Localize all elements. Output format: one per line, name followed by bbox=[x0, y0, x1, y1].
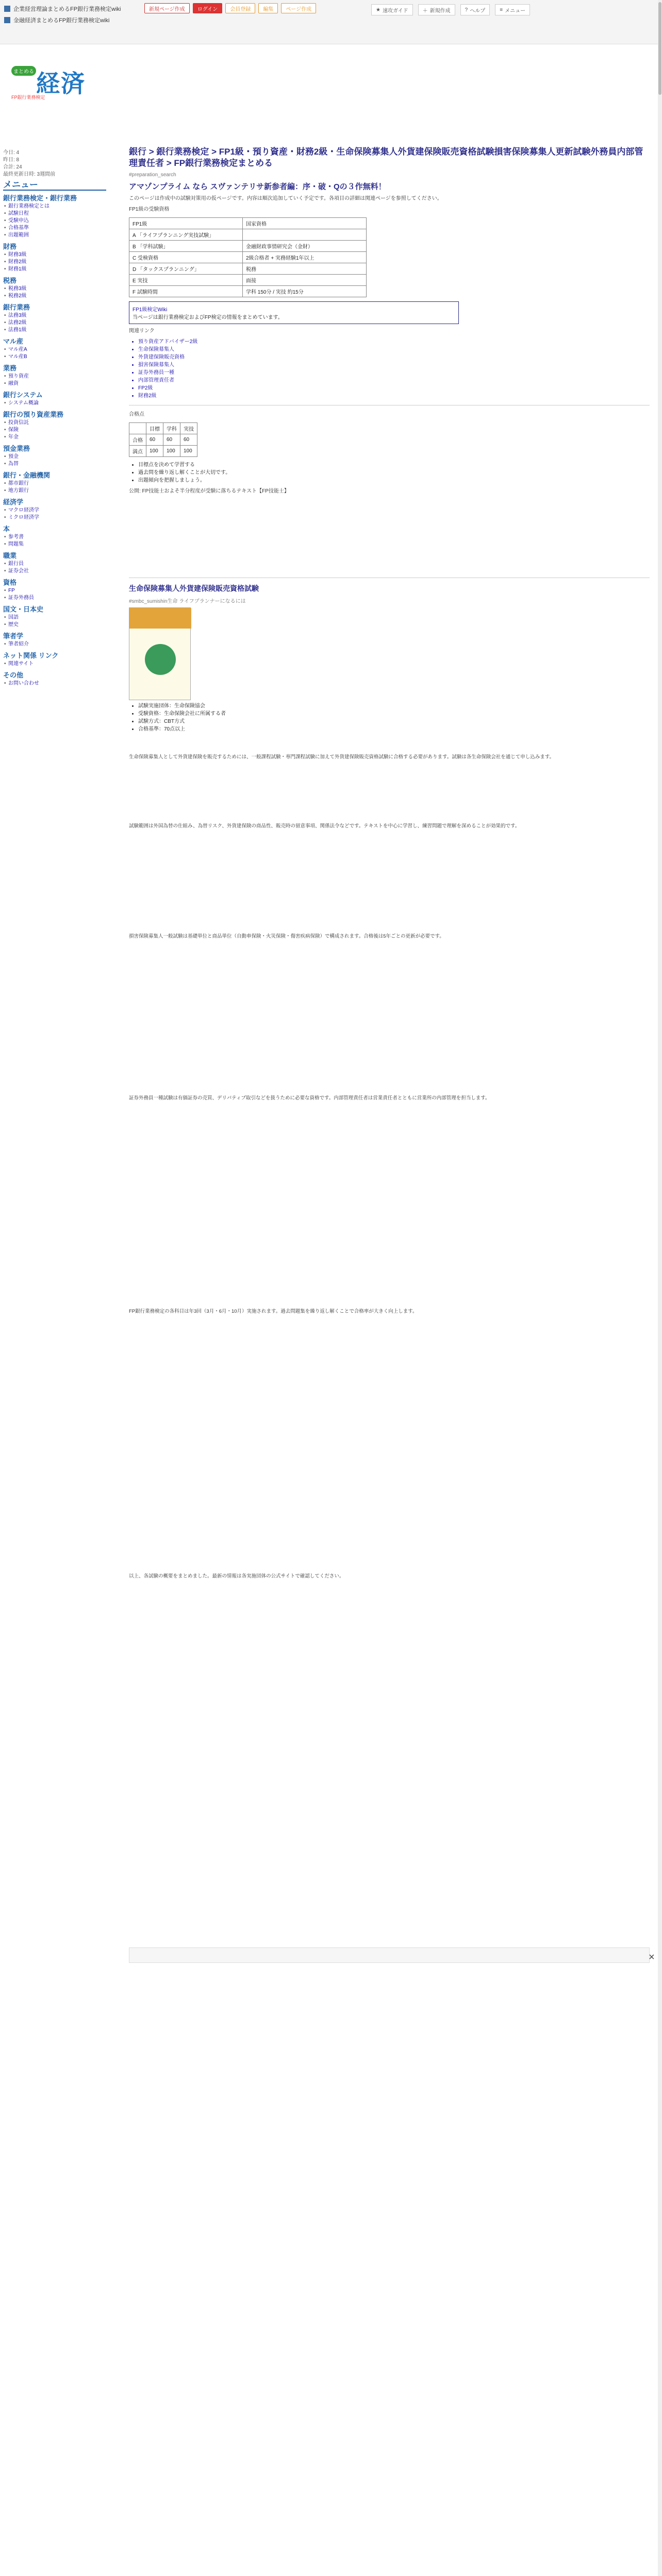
related-item[interactable]: • FP2級 bbox=[138, 384, 650, 392]
table-header-cell: 目標 bbox=[146, 423, 163, 434]
table-cell: 金融財政事情研究会（金財） bbox=[243, 241, 367, 252]
top-bar bbox=[0, 0, 662, 44]
guide-label: 速攻ガイド bbox=[382, 8, 408, 14]
related-item[interactable]: • 内部管理責任者 bbox=[138, 377, 650, 384]
body-text-1: 生命保険募集人として外貨建保険を販売するためには、一般課程試験・専門課程試験に加えて外貨建保険販売資格試験に合格する必要があります。試験は各生命保険会社を通じて申し込みます。 bbox=[129, 754, 554, 760]
plus-icon: ＋ bbox=[422, 8, 428, 14]
sidebar-item[interactable]: • システム概論 bbox=[3, 400, 106, 407]
table-cell: A 「ライフプランニング実技試験」 bbox=[129, 229, 243, 241]
sidebar-section-title[interactable]: 銀行業務検定・銀行業務 bbox=[3, 194, 77, 202]
table-cell: C 受検資格 bbox=[129, 252, 243, 263]
sidebar-item[interactable]: • 国語 bbox=[3, 614, 106, 621]
section2-tags[interactable]: #smbc_sumishin生命 ライフプランナーになるには bbox=[129, 599, 246, 604]
sidebar-item[interactable]: • 年金 bbox=[3, 434, 106, 441]
sidebar-section-title[interactable]: 職業 bbox=[3, 552, 17, 560]
sidebar-item[interactable]: • 税務3級 bbox=[3, 285, 106, 293]
table-row bbox=[129, 241, 367, 252]
sidebar-section-title[interactable]: 本 bbox=[3, 525, 10, 533]
sidebar-item[interactable]: • マル産B bbox=[3, 353, 106, 361]
sidebar-item[interactable]: • 投資信託 bbox=[3, 419, 106, 427]
help-label: ヘルプ bbox=[470, 8, 486, 14]
table-row bbox=[129, 286, 367, 297]
table-row bbox=[129, 229, 367, 241]
table-cell: 100 bbox=[146, 446, 163, 457]
sidebar-section-title[interactable]: 財務 bbox=[3, 243, 17, 250]
sidebar-section-title[interactable]: 経済学 bbox=[3, 498, 24, 506]
sidebar-section-title[interactable]: マル産 bbox=[3, 337, 24, 345]
logo-sub-text: FP銀行業務検定 bbox=[11, 95, 45, 100]
sidebar-section-title[interactable]: 銀行システム bbox=[3, 391, 43, 399]
sidebar-section-title[interactable]: ネット関係 リンク bbox=[3, 652, 59, 659]
create-page-button[interactable]: ページ作成 bbox=[281, 3, 316, 13]
menu-label: メニュー bbox=[505, 8, 526, 14]
sidebar-section-title[interactable]: 銀行の預り資産業務 bbox=[3, 411, 64, 418]
related-item[interactable]: • 損害保険募集人 bbox=[138, 361, 650, 369]
table-row bbox=[129, 446, 197, 457]
book-emblem bbox=[145, 644, 176, 675]
sidebar-item[interactable]: • 融資 bbox=[3, 380, 106, 387]
new-label: 新規作成 bbox=[429, 8, 451, 14]
menu-title: メニュー bbox=[3, 181, 106, 191]
new-link[interactable] bbox=[418, 4, 455, 15]
sidebar-section-title[interactable]: 銀行業務 bbox=[3, 303, 30, 311]
info-box-title[interactable]: FP1級検定Wiki bbox=[133, 307, 168, 313]
site-logo[interactable] bbox=[11, 62, 99, 103]
sidebar-section-title[interactable]: 預金業務 bbox=[3, 445, 30, 452]
sidebar-section-title[interactable]: 業務 bbox=[3, 364, 17, 372]
site-link-1[interactable]: 企業経営理論まとめるFP銀行業務検定wiki bbox=[13, 6, 121, 12]
table-cell: 面接 bbox=[243, 275, 367, 286]
sidebar-section-title[interactable]: その他 bbox=[3, 671, 24, 679]
sidebar-item[interactable]: • 合格基準 bbox=[3, 225, 106, 232]
note-item: • 過去問を繰り返し解くことが大切です。 bbox=[138, 469, 650, 477]
table-cell: F 試験時間 bbox=[129, 286, 243, 297]
table-cell: 100 bbox=[163, 446, 180, 457]
exam-info-item: • 試験実施団体：生命保険協会 bbox=[138, 702, 650, 710]
register-button[interactable]: 会員登録 bbox=[225, 3, 255, 13]
site-icon bbox=[4, 6, 10, 12]
sidebar-sections bbox=[3, 195, 106, 687]
notes-list bbox=[129, 461, 650, 484]
help-icon: ? bbox=[465, 7, 468, 13]
guide-icon: ★ bbox=[376, 7, 380, 13]
table-row bbox=[129, 434, 197, 446]
related-item[interactable]: • 預り資産アドバイザー2級 bbox=[138, 338, 650, 346]
sidebar-item[interactable]: • FP bbox=[3, 587, 106, 595]
subtitle[interactable]: アマゾンプライム なら スヴァンテリサ新参者編：序・破・Qの３作無料！ bbox=[129, 182, 386, 191]
help-link[interactable] bbox=[460, 4, 490, 15]
edit-button[interactable]: 編集 bbox=[258, 3, 278, 13]
note-item: • 出題傾向を把握しましょう。 bbox=[138, 477, 650, 484]
sidebar-item[interactable]: • 地方銀行 bbox=[3, 487, 106, 495]
table-header-row bbox=[129, 423, 197, 434]
book-cover-image[interactable] bbox=[129, 607, 191, 700]
related-item[interactable]: • 外貨建保険販売資格 bbox=[138, 353, 650, 361]
sidebar-item[interactable]: • 受験申込 bbox=[3, 217, 106, 225]
sidebar-item[interactable]: • 保険 bbox=[3, 427, 106, 434]
sidebar-section-title[interactable]: 税務 bbox=[3, 277, 17, 284]
sidebar-item[interactable]: • 銀行業務検定とは bbox=[3, 203, 106, 210]
table-header-cell: 実技 bbox=[180, 423, 197, 434]
sidebar-item[interactable]: • 筆者紹介 bbox=[3, 641, 106, 648]
sidebar-item[interactable]: • 税務2級 bbox=[3, 293, 106, 300]
body-text-2: 試験範囲は外国為替の仕組み、為替リスク、外貨建保険の商品性、販売時の留意事項、関係法令などです。テキストを中心に学習し、練習問題で理解を深めることが効果的です。 bbox=[129, 823, 520, 829]
table-row bbox=[129, 275, 367, 286]
login-button[interactable]: ログイン bbox=[193, 3, 223, 13]
body-text-3: 損害保険募集人一般試験は基礎単位と商品単位（自動車保険・火災保険・傷害疾病保険）で構成されます。合格後は5年ごとの更新が必要です。 bbox=[129, 934, 444, 939]
table-header-cell: 学科 bbox=[163, 423, 180, 434]
table-cell: 2級合格者 + 実務経験1年以上 bbox=[243, 252, 367, 263]
ad-banner bbox=[129, 1947, 650, 1963]
sidebar-item[interactable]: • お問い合わせ bbox=[3, 680, 106, 687]
table-header-cell bbox=[129, 423, 146, 434]
table-cell: 合格 bbox=[129, 434, 146, 446]
last-updated: 最終更新日時: 3週間前 bbox=[3, 172, 56, 177]
exam-info-list bbox=[129, 702, 650, 733]
sidebar-item[interactable]: • 預金 bbox=[3, 453, 106, 461]
site-link-2[interactable]: 金融経済まとめるFP銀行業務検定wiki bbox=[13, 18, 110, 24]
top-buttons bbox=[144, 3, 316, 13]
top-links bbox=[4, 3, 138, 26]
sidebar-item[interactable]: • 歴史 bbox=[3, 621, 106, 629]
table-cell: B 「学科試験」 bbox=[129, 241, 243, 252]
sidebar bbox=[3, 149, 106, 687]
sidebar-item[interactable]: • 銀行員 bbox=[3, 561, 106, 568]
table-cell: 100 bbox=[180, 446, 197, 457]
table-cell: D 「タックスプランニング」 bbox=[129, 263, 243, 275]
body-text-4: 証券外務員一種試験は有価証券の売買、デリバティブ取引などを扱うために必要な資格です。内部管理責任者は営業責任者とともに営業所の内部管理を担当します。 bbox=[129, 1095, 490, 1101]
sidebar-item[interactable]: • マル産A bbox=[3, 346, 106, 353]
info-table bbox=[129, 217, 367, 297]
menu-icon: ≡ bbox=[500, 7, 503, 13]
related-item[interactable]: • 生命保険募集人 bbox=[138, 346, 650, 353]
logo-big-text: 経済 bbox=[36, 70, 86, 97]
related-item[interactable]: • 証券外務員一種 bbox=[138, 369, 650, 377]
new-page-button[interactable]: 新規ページ作成 bbox=[144, 3, 190, 13]
sidebar-item[interactable]: • 法務3級 bbox=[3, 312, 106, 319]
sidebar-item[interactable]: • 出題範囲 bbox=[3, 232, 106, 239]
score-table bbox=[129, 422, 197, 457]
scroll-thumb[interactable] bbox=[658, 2, 661, 95]
sidebar-item[interactable]: • 財務1級 bbox=[3, 266, 106, 273]
info-box bbox=[129, 301, 459, 324]
note-item: • 目標点を決めて学習する bbox=[138, 461, 650, 469]
guide-link[interactable] bbox=[371, 4, 413, 15]
table-label: FP1級の受験資格 bbox=[129, 207, 170, 212]
exam-info-item: • 合格基準：70点以上 bbox=[138, 725, 650, 733]
table-row bbox=[129, 252, 367, 263]
sidebar-section-title[interactable]: 筆者学 bbox=[3, 632, 24, 640]
table-cell bbox=[243, 229, 367, 241]
sidebar-item[interactable]: • ミクロ経済学 bbox=[3, 514, 106, 521]
menu-link[interactable] bbox=[495, 4, 530, 15]
score-title: 合格点 bbox=[129, 412, 144, 417]
related-label: 関連リンク bbox=[129, 328, 155, 334]
scrollbar[interactable] bbox=[658, 0, 662, 2576]
table-cell: 国家資格 bbox=[243, 218, 367, 229]
table-cell: 税務 bbox=[243, 263, 367, 275]
site-icon bbox=[4, 17, 10, 23]
sidebar-item[interactable]: • マクロ経済学 bbox=[3, 507, 106, 514]
count-total: 合計: 24 bbox=[3, 164, 22, 170]
sidebar-item[interactable]: • 都市銀行 bbox=[3, 480, 106, 487]
table-cell: 60 bbox=[180, 434, 197, 446]
table-cell: 満点 bbox=[129, 446, 146, 457]
table-cell: E 実技 bbox=[129, 275, 243, 286]
closing-text: 以上、各試験の概要をまとめました。最新の情報は各実施団体の公式サイトで確認してください。 bbox=[129, 1573, 344, 1579]
table-cell: FP1級 bbox=[129, 218, 243, 229]
related-item[interactable]: • 財務2級 bbox=[138, 392, 650, 400]
table-row bbox=[129, 218, 367, 229]
main-content bbox=[129, 146, 650, 1580]
sidebar-item[interactable]: • 財務3級 bbox=[3, 251, 106, 259]
table-cell: 60 bbox=[146, 434, 163, 446]
table-row bbox=[129, 263, 367, 275]
exam-info-item: • 受験資格：生命保険会社に所属する者 bbox=[138, 710, 650, 718]
sidebar-item[interactable]: • 試験日程 bbox=[3, 210, 106, 217]
sidebar-section-title[interactable]: 国文・日本史 bbox=[3, 605, 44, 613]
sidebar-item[interactable]: • 証券会社 bbox=[3, 568, 106, 575]
table-cell: 60 bbox=[163, 434, 180, 446]
sidebar-item[interactable]: • 問題集 bbox=[3, 541, 106, 548]
sidebar-section-title[interactable]: 銀行・金融機関 bbox=[3, 471, 51, 479]
section2-title[interactable]: 生命保険募集人外貨建保険販売資格試験 bbox=[129, 584, 259, 592]
sidebar-item[interactable]: • 法務2級 bbox=[3, 319, 106, 327]
body-text-5: FP銀行業務検定の各科目は年3回（3月・6月・10月）実施されます。過去問題集を繰り返し解くことで合格率が大きく向上します。 bbox=[129, 1309, 418, 1314]
recommend-link[interactable]: 公開: FP技能士およそ半分程度が受験に落ちるテキスト【FP技能士】 bbox=[129, 488, 289, 494]
sidebar-item[interactable]: • 証券外務員 bbox=[3, 595, 106, 602]
exam-info-item: • 試験方式：CBT方式 bbox=[138, 718, 650, 725]
count-today: 今日: 4 bbox=[3, 150, 20, 156]
logo-small-text: まとめる bbox=[11, 66, 36, 76]
top-nav bbox=[371, 4, 530, 15]
table-cell: 学科 150分 / 実技 約15分 bbox=[243, 286, 367, 297]
page-title: 銀行 > 銀行業務検定 > FP1級・預り資産・財務2級・生命保険募集人外貨建保険販売資格試験損害保険募集人更新試験外務員内部管理責任者 > FP銀行業務検定まとめる bbox=[129, 147, 643, 168]
count-yesterday: 昨日: 8 bbox=[3, 157, 20, 163]
close-icon[interactable]: × bbox=[649, 1952, 655, 1963]
related-list bbox=[129, 338, 650, 400]
sidebar-section-title[interactable]: 資格 bbox=[3, 579, 17, 586]
sidebar-item[interactable]: • 財務2級 bbox=[3, 259, 106, 266]
sidebar-item[interactable]: • 参考書 bbox=[3, 534, 106, 541]
sidebar-item[interactable]: • 法務1級 bbox=[3, 327, 106, 334]
book-band bbox=[129, 608, 191, 629]
info-box-text: 当ページは銀行業務検定およびFP検定の情報をまとめています。 bbox=[133, 315, 283, 320]
sidebar-item[interactable]: • 為替 bbox=[3, 461, 106, 468]
sidebar-item[interactable]: • 関連サイト bbox=[3, 660, 106, 668]
page-tags[interactable]: #preparation_search bbox=[129, 172, 176, 178]
intro-text: このページは作成中の試験対策用の仮ページです。内容は順次追加していく予定です。各項目の詳細は関連ページを参照してください。 bbox=[129, 196, 442, 201]
sidebar-item[interactable]: • 預り資産 bbox=[3, 373, 106, 380]
